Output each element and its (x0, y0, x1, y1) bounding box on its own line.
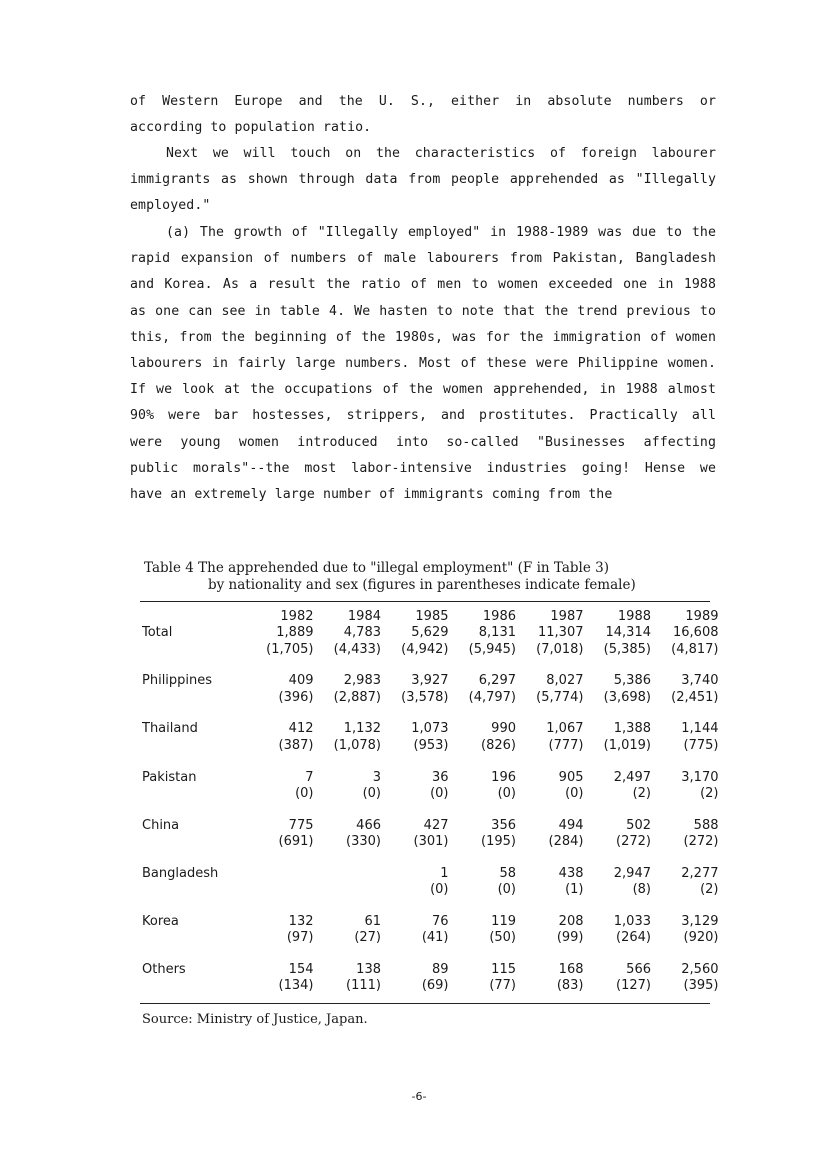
female-count-cell: (775) (683, 737, 719, 753)
total-count-cell: 2,277 (681, 865, 719, 881)
table-row (142, 721, 719, 737)
female-count-cell: (0) (295, 785, 314, 801)
nationality-label: Bangladesh (142, 865, 219, 881)
total-count-cell: 76 (431, 913, 449, 929)
total-count-cell: 3,927 (411, 673, 449, 689)
female-row-spacer (142, 786, 246, 802)
female-count-cell: (50) (489, 930, 516, 946)
nationality-label: Others (142, 961, 186, 977)
female-count-cell: (301) (413, 833, 449, 849)
female-count-cell (246, 882, 314, 898)
year-header: 1989 (685, 609, 719, 624)
total-count-cell: 2,947 (613, 865, 651, 881)
total-count-cell: 154 (288, 961, 314, 977)
paragraph-line: according to population ratio. (130, 120, 372, 136)
female-count-cell: (4,942) (401, 641, 449, 657)
total-count-cell: 11,307 (538, 625, 584, 641)
apprehended-table (142, 609, 719, 995)
female-count-cell: (4,817) (671, 641, 719, 657)
female-count-cell: (97) (286, 930, 314, 946)
table-bottom-rule (140, 1003, 710, 1004)
female-count-cell: (264) (616, 930, 651, 946)
total-count-cell: 5,386 (613, 673, 651, 689)
total-count-cell: 115 (491, 961, 516, 977)
total-count-cell: 132 (288, 913, 314, 929)
spacer-cell (142, 658, 246, 674)
paragraph-line: were young women introduced into so-called "Businesses affecting (130, 434, 716, 450)
total-count-cell: 588 (693, 817, 719, 833)
paragraph-line: and Korea. As a result the ratio of men to women exceeded one in 1988 (130, 277, 716, 293)
total-count-cell: 412 (288, 721, 314, 737)
table-row-female (142, 834, 719, 850)
total-count-cell: 3,170 (681, 769, 719, 785)
total-count-cell: 89 (431, 961, 449, 977)
total-count-cell: 196 (491, 769, 516, 785)
female-row-spacer (142, 642, 246, 658)
table-caption-line-2: by nationality and sex (figures in parentheses indicate female) (208, 577, 636, 593)
total-count-cell: 14,314 (605, 625, 651, 641)
female-count-cell: (5,945) (468, 641, 516, 657)
spacer-cell (142, 850, 246, 866)
female-count-cell: (0) (430, 785, 449, 801)
table-source-note: Source: Ministry of Justice, Japan. (142, 1012, 368, 1027)
row-spacer (142, 946, 719, 962)
female-count-cell: (111) (346, 978, 381, 994)
female-count-cell: (69) (421, 978, 449, 994)
paragraph-intro-continuation (130, 89, 716, 141)
female-count-cell: (99) (556, 930, 584, 946)
paragraph-line: rapid expansion of numbers of male labourers from Pakistan, Bangladesh (130, 251, 716, 267)
female-row-spacer (142, 930, 246, 946)
female-count-cell (314, 882, 382, 898)
table-row (142, 866, 719, 882)
female-count-cell: (396) (278, 689, 314, 705)
female-row-spacer (142, 738, 246, 754)
total-count-cell: 409 (288, 673, 314, 689)
spacer-cell (142, 802, 246, 818)
table-row (142, 962, 719, 978)
total-count-cell (314, 866, 382, 882)
total-count-cell: 3 (372, 769, 381, 785)
female-count-cell: (4,797) (468, 689, 516, 705)
female-count-cell: (27) (354, 930, 381, 946)
paragraph-growth-illegally-employed (130, 220, 716, 508)
paragraph-line: labourers in fairly large numbers. Most of these were Philippine women. (130, 356, 716, 372)
female-count-cell: (8) (632, 882, 651, 898)
year-header: 1986 (482, 609, 516, 624)
year-header: 1988 (617, 609, 651, 624)
total-count-cell: 1,889 (276, 625, 314, 641)
total-count-cell: 208 (558, 913, 584, 929)
total-count-cell: 3,129 (681, 913, 719, 929)
female-count-cell: (1,019) (603, 737, 651, 753)
female-count-cell: (3,578) (401, 689, 449, 705)
total-count-cell: 2,983 (343, 673, 381, 689)
female-count-cell: (0) (565, 785, 584, 801)
year-header: 1984 (347, 609, 381, 624)
female-count-cell: (0) (362, 785, 381, 801)
female-count-cell: (0) (430, 882, 449, 898)
row-spacer (142, 658, 719, 674)
female-count-cell: (2) (700, 882, 719, 898)
table-caption-line-1: Table 4 The apprehended due to "illegal employment" (F in Table 3) (144, 560, 609, 576)
total-count-cell: 1,067 (546, 721, 584, 737)
female-count-cell: (953) (413, 737, 449, 753)
female-count-cell: (195) (481, 833, 516, 849)
female-row-spacer (142, 690, 246, 706)
female-count-cell: (41) (421, 930, 449, 946)
paragraph-line: If we look at the occupations of the women apprehended, in 1988 almost (130, 382, 716, 398)
row-spacer (142, 706, 719, 722)
female-count-cell: (691) (278, 833, 314, 849)
female-count-cell: (1,705) (266, 641, 314, 657)
table-row-female (142, 642, 719, 658)
total-count-cell: 58 (499, 865, 516, 881)
year-header: 1987 (550, 609, 584, 624)
table-row (142, 914, 719, 930)
female-count-cell: (284) (548, 833, 584, 849)
female-count-cell: (4,433) (333, 641, 381, 657)
total-count-cell: 168 (558, 961, 584, 977)
female-count-cell: (387) (278, 737, 314, 753)
total-count-cell: 1,033 (613, 913, 651, 929)
table-row (142, 625, 719, 641)
total-count-cell: 775 (288, 817, 314, 833)
female-count-cell: (272) (616, 833, 651, 849)
total-count-cell: 2,497 (613, 769, 651, 785)
total-count-cell: 494 (558, 817, 584, 833)
female-count-cell: (5,774) (536, 689, 584, 705)
female-count-cell: (1,078) (333, 737, 381, 753)
total-count-cell: 356 (491, 817, 516, 833)
table-row-female (142, 882, 719, 898)
female-count-cell: (2,451) (671, 689, 719, 705)
female-count-cell: (0) (497, 882, 516, 898)
nationality-label: Total (142, 625, 173, 641)
nationality-label: China (142, 817, 180, 833)
female-row-spacer (142, 882, 246, 898)
table-caption (144, 560, 724, 594)
nationality-label: Philippines (142, 673, 213, 689)
paragraph-line: as one can see in table 4. We hasten to note that the trend previous to (130, 303, 716, 319)
spacer-cell (142, 706, 246, 722)
total-count-cell: 6,297 (478, 673, 516, 689)
total-count-cell: 2,560 (681, 961, 719, 977)
total-count-cell: 1,144 (681, 721, 719, 737)
total-count-cell: 1 (440, 865, 449, 881)
paragraph-line: this, from the beginning of the 1980s, was for the immigration of women (130, 329, 716, 345)
female-count-cell: (826) (481, 737, 516, 753)
table-row-female (142, 930, 719, 946)
spacer-cell (142, 754, 246, 770)
paragraph-line: of Western Europe and the U. S., either in absolute numbers or (130, 94, 716, 109)
paragraph-line: 90% were bar hostesses, strippers, and prostitutes. Practically all (130, 408, 716, 424)
total-count-cell: 1,388 (613, 721, 651, 737)
total-count-cell: 438 (558, 865, 584, 881)
total-count-cell (246, 866, 314, 882)
year-header: 1985 (415, 609, 449, 624)
total-count-cell: 8,027 (546, 673, 584, 689)
female-row-spacer (142, 978, 246, 994)
table-row-female (142, 738, 719, 754)
table-header-row (142, 609, 719, 625)
paragraph-line: (a) The growth of "Illegally employed" in 1988-1989 was due to the (166, 225, 716, 240)
female-count-cell: (272) (683, 833, 719, 849)
total-count-cell: 8,131 (478, 625, 516, 641)
female-count-cell: (77) (489, 978, 516, 994)
female-count-cell: (83) (556, 978, 584, 994)
row-spacer (142, 850, 719, 866)
total-count-cell: 138 (356, 961, 381, 977)
total-count-cell: 16,608 (673, 625, 719, 641)
total-count-cell: 905 (558, 769, 584, 785)
female-count-cell: (1) (565, 882, 584, 898)
total-count-cell: 7 (305, 769, 314, 785)
total-count-cell: 3,740 (681, 673, 719, 689)
total-count-cell: 427 (423, 817, 449, 833)
row-spacer (142, 754, 719, 770)
female-count-cell: (127) (616, 978, 651, 994)
row-spacer (142, 802, 719, 818)
paragraph-line: have an extremely large number of immigrants coming from the (130, 487, 613, 503)
spacer-cell (142, 898, 246, 914)
total-count-cell: 502 (626, 817, 651, 833)
female-count-cell: (5,385) (603, 641, 651, 657)
female-count-cell: (7,018) (536, 641, 584, 657)
total-count-cell: 119 (491, 913, 516, 929)
total-count-cell: 466 (356, 817, 381, 833)
total-count-cell: 61 (364, 913, 381, 929)
table-row-female (142, 786, 719, 802)
year-header: 1982 (280, 609, 314, 624)
female-count-cell: (395) (683, 978, 719, 994)
female-row-spacer (142, 834, 246, 850)
female-count-cell: (134) (278, 978, 314, 994)
female-count-cell: (0) (497, 785, 516, 801)
female-count-cell: (2) (632, 785, 651, 801)
total-count-cell: 4,783 (343, 625, 381, 641)
nationality-label: Pakistan (142, 769, 197, 785)
female-count-cell: (777) (548, 737, 584, 753)
nationality-label: Thailand (142, 721, 198, 737)
total-count-cell: 1,132 (343, 721, 381, 737)
spacer-cell (142, 946, 246, 962)
table-top-rule (140, 601, 710, 602)
total-count-cell: 1,073 (411, 721, 449, 737)
table-row-female (142, 690, 719, 706)
table-row (142, 770, 719, 786)
total-count-cell: 990 (491, 721, 516, 737)
paragraph-line: Next we will touch on the characteristics of foreign labourer (166, 146, 716, 161)
female-count-cell: (3,698) (603, 689, 651, 705)
table-row-female (142, 978, 719, 994)
page-number: -6- (411, 1090, 427, 1103)
total-count-cell: 36 (431, 769, 449, 785)
nationality-label: Korea (142, 913, 179, 929)
header-spacer (142, 609, 246, 625)
paragraph-next-characteristics (130, 141, 716, 220)
paragraph-line: employed." (130, 198, 211, 214)
female-count-cell: (2,887) (333, 689, 381, 705)
paragraph-line: public morals"--the most labor-intensive industries going! Hense we (130, 460, 716, 476)
female-count-cell: (330) (346, 833, 381, 849)
total-count-cell: 566 (626, 961, 651, 977)
female-count-cell: (2) (700, 785, 719, 801)
table-row (142, 673, 719, 689)
row-spacer (142, 898, 719, 914)
table-row (142, 818, 719, 834)
female-count-cell: (920) (683, 930, 719, 946)
paragraph-line: immigrants as shown through data from people apprehended as "Illegally (130, 172, 716, 188)
total-count-cell: 5,629 (411, 625, 449, 641)
